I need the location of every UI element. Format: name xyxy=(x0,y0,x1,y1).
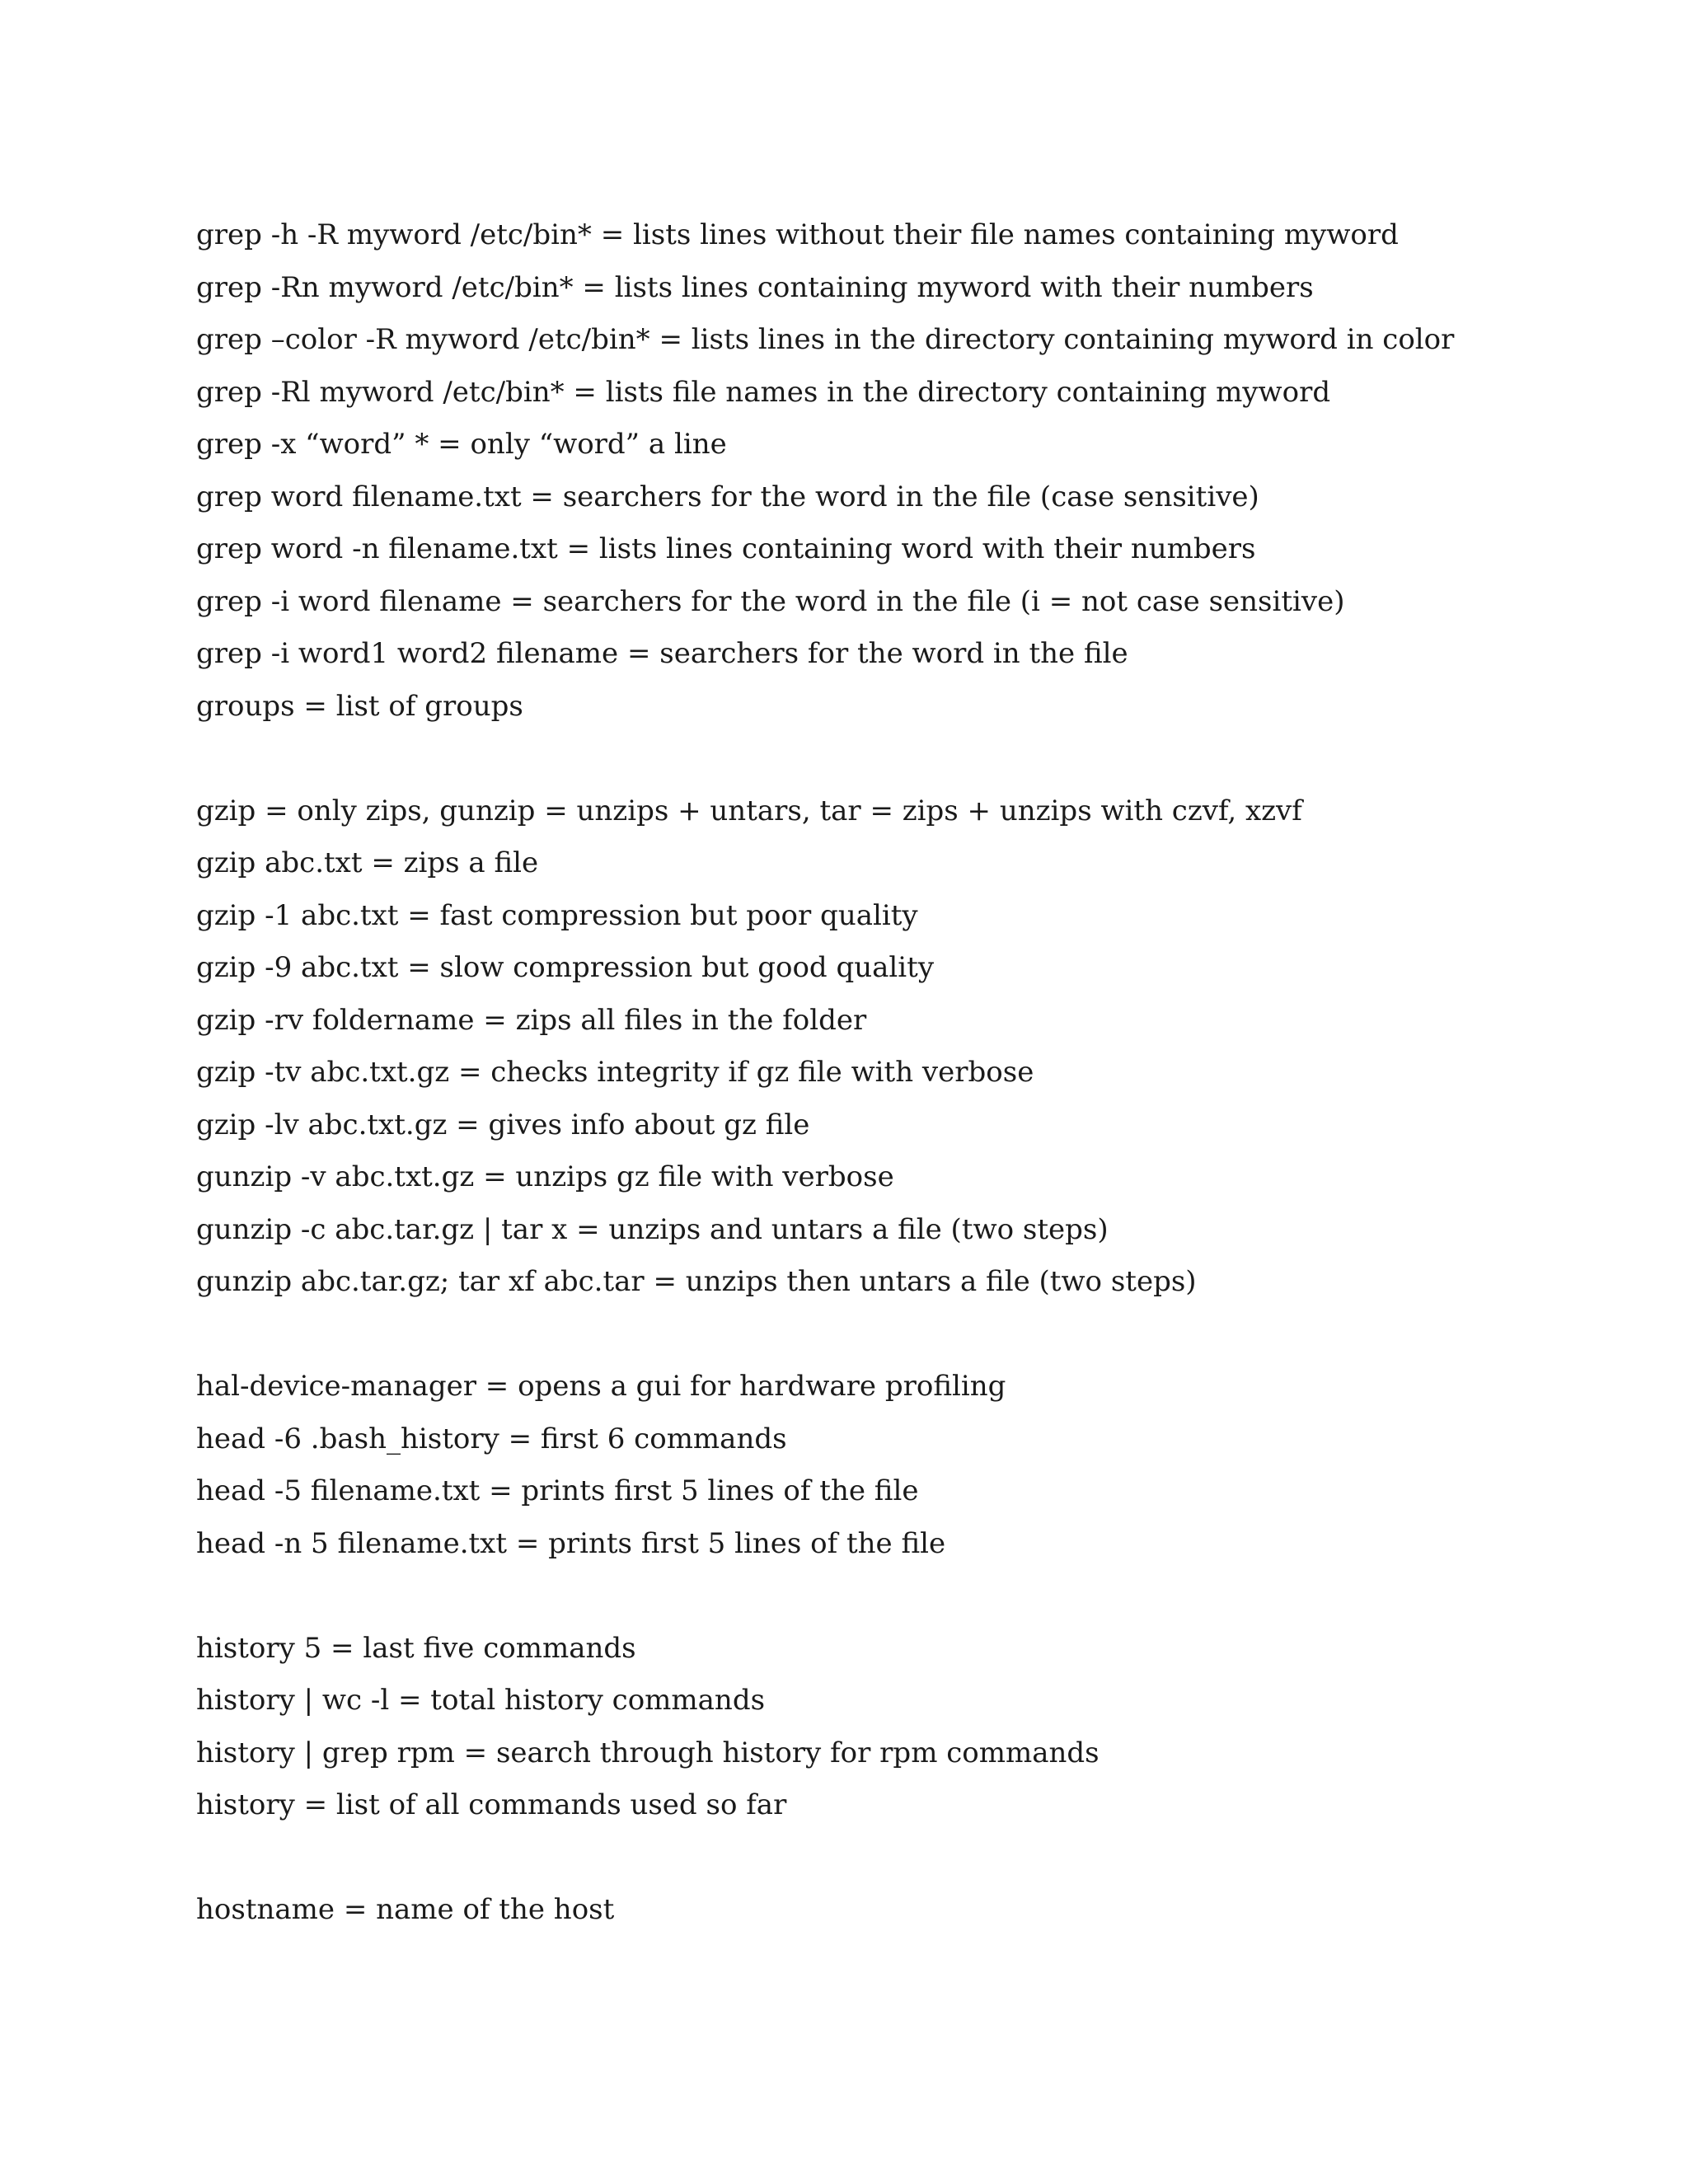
text-line: gzip abc.txt = zips a file xyxy=(196,846,539,879)
text-line: history | wc -l = total history commands xyxy=(196,1684,766,1717)
text-line: gzip = only zips, gunzip = unzips + untars, tar = zips + unzips with czvf, xzvf xyxy=(196,794,1302,827)
text-line: grep -i word1 word2 filename = searchers for the word in the file xyxy=(196,637,1128,670)
text-line: head -n 5 filename.txt = prints first 5 lines of the file xyxy=(196,1526,946,1560)
text-line: gunzip abc.tar.gz; tar xf abc.tar = unzips then untars a file (two steps) xyxy=(196,1265,1197,1298)
text-line: head -5 filename.txt = prints first 5 lines of the file xyxy=(196,1474,919,1507)
text-line: grep word filename.txt = searchers for the word in the file (case sensitive) xyxy=(196,480,1259,513)
text-line: grep -i word filename = searchers for the word in the file (i = not case sensitive) xyxy=(196,584,1345,618)
text-line: gzip -lv abc.txt.gz = gives info about gz file xyxy=(196,1108,810,1141)
text-line: grep word -n filename.txt = lists lines containing word with their numbers xyxy=(196,532,1256,565)
history-section xyxy=(196,1623,1597,1832)
text-line: grep -Rn myword /etc/bin* = lists lines containing myword with their numbers xyxy=(196,270,1314,304)
text-line: gzip -9 abc.txt = slow compression but good quality xyxy=(196,951,935,984)
text-line: groups = list of groups xyxy=(196,689,523,723)
text-line: history | grep rpm = search through history for rpm commands xyxy=(196,1736,1100,1769)
text-line: grep -h -R myword /etc/bin* = lists lines without their file names containing myword xyxy=(196,218,1399,251)
text-line: gzip -1 abc.txt = fast compression but poor quality xyxy=(196,898,918,932)
text-line: hal-device-manager = opens a gui for hardware profiling xyxy=(196,1370,1006,1403)
text-line: gzip -rv foldername = zips all files in the folder xyxy=(196,1003,867,1037)
head-section xyxy=(196,1361,1597,1570)
text-line: grep –color -R myword /etc/bin* = lists lines in the directory containing myword in color xyxy=(196,323,1455,356)
grep-section xyxy=(196,209,1597,733)
text-line: gunzip -v abc.txt.gz = unzips gz file with verbose xyxy=(196,1160,894,1193)
text-line: grep -Rl myword /etc/bin* = lists file names in the directory containing myword xyxy=(196,375,1331,409)
text-line: grep -x “word” * = only “word” a line xyxy=(196,428,727,461)
gzip-section xyxy=(196,785,1597,1309)
text-line: history = list of all commands used so far xyxy=(196,1788,787,1821)
text-line: gunzip -c abc.tar.gz | tar x = unzips and untars a file (two steps) xyxy=(196,1212,1109,1246)
hostname-section xyxy=(196,1884,1597,1937)
text-line: head -6 .bash_history = first 6 commands xyxy=(196,1422,787,1455)
text-line: history 5 = last five commands xyxy=(196,1631,636,1665)
text-line: gzip -tv abc.txt.gz = checks integrity if gz file with verbose xyxy=(196,1056,1034,1089)
document-body xyxy=(196,209,1597,1937)
text-line: hostname = name of the host xyxy=(196,1893,615,1926)
